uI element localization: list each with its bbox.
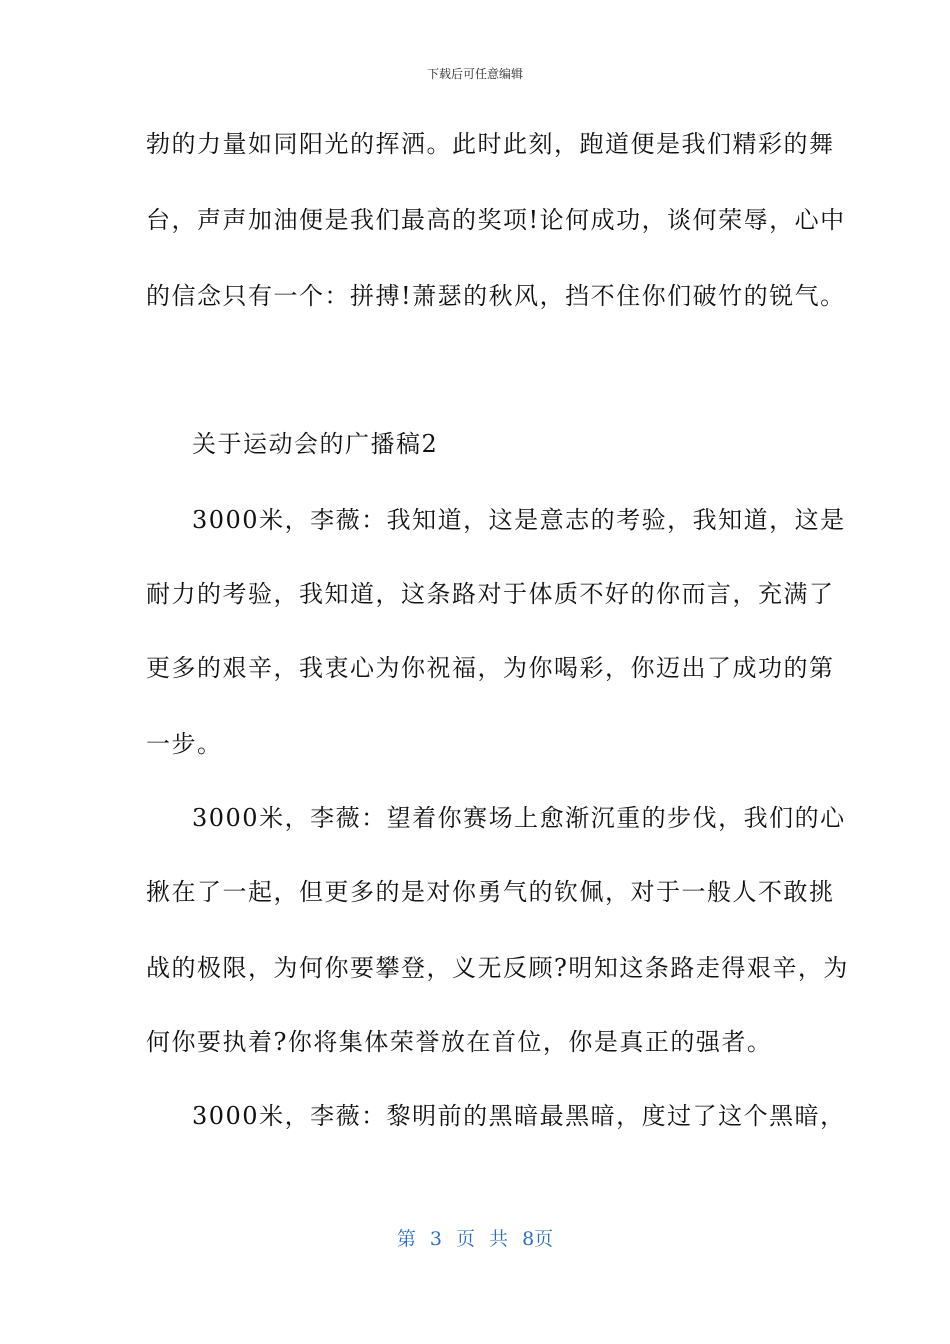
header-note: 下载后可任意编辑	[426, 67, 523, 81]
body-line-1: 勃的力量如同阳光的挥洒。此时此刻，跑道便是我们精彩的舞	[146, 130, 835, 158]
body-line-6: 耐力的考验，我知道，这条路对于体质不好的你而言，充满了	[146, 580, 835, 608]
body-line-2: 台，声声加油便是我们最高的奖项!论何成功，谈何荣辱，心中	[146, 206, 846, 234]
body-line-11: 战的极限，为何你要攀登，义无反顾?明知这条路走得艰辛，为	[146, 954, 849, 982]
page-number-footer: 第 3 页 共 8页	[396, 1228, 554, 1250]
body-line-5: 3000米，李薇：我知道，这是意志的考验，我知道，这是	[192, 506, 846, 534]
body-line-13: 3000米，李薇：黎明前的黑暗最黑暗，度过了这个黑暗，	[192, 1102, 846, 1130]
body-line-3: 的信念只有一个：拼搏!萧瑟的秋风，挡不住你们破竹的锐气。	[146, 282, 846, 310]
body-line-7: 更多的艰辛，我衷心为你祝福，为你喝彩，你迈出了成功的第	[146, 654, 835, 682]
body-line-12: 何你要执着?你将集体荣誉放在首位，你是真正的强者。	[146, 1028, 773, 1056]
body-line-10: 揪在了一起，但更多的是对你勇气的钦佩，对于一般人不敢挑	[146, 878, 835, 906]
section-heading: 关于运动会的广播稿2	[192, 430, 439, 458]
body-line-8: 一步。	[146, 730, 223, 758]
body-line-9: 3000米，李薇：望着你赛场上愈渐沉重的步伐，我们的心	[192, 804, 846, 832]
